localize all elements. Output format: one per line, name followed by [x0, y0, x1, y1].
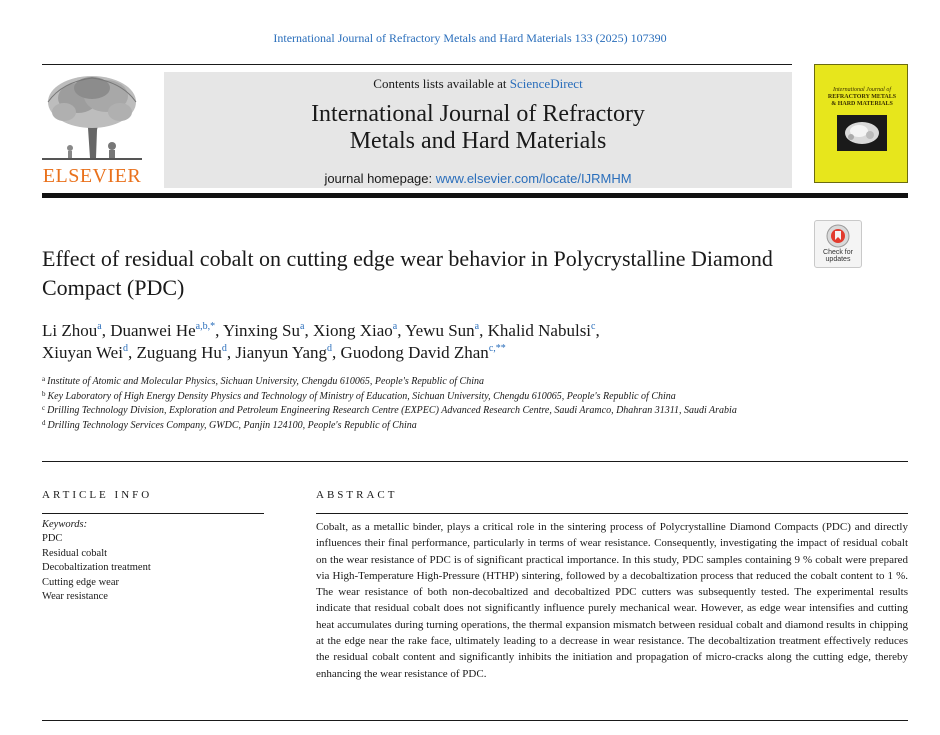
article-info-heading: ARTICLE INFO	[42, 489, 153, 501]
contents-line	[164, 76, 792, 92]
author-affiliation-mark[interactable]: d	[122, 343, 128, 354]
homepage-prefix: journal homepage:	[324, 171, 433, 186]
abstract-body: Cobalt, as a metallic binder, plays a critical role in the sintering process of Polycrystalline Diamond Compacts (PDC) and directly influences their final performance, particularly in terms of wear resistance. Consequently, investigating the impact of residual cobalt on the wear resistance of PDC is of significant practical importance. In this study, PDC samples containing 9 % cobalt were prepared via High-Temperature High-Pressure (HTHP) sintering, followed by a decobaltization process that reduced the cobalt content to 1 %. The wear resistance of both non-decobaltized and decobaltized PDC cutters was subsequently tested. The experimental results indicate that residual cobalt does not significantly influence purely mechanical wear. However, as edge wear intensifies and cutting heat accumulates during turning operations, the thermal expansion mismatch between residual cobalt and diamond results in chipping at the edge near the rake face, ultimately leading to a decrease in wear resistance. The decobaltization treatment effectively reduces the residual cobalt content and significantly inhibits the initiation and propagation of micro-cracks along the cutting edge, thereby enhancing the wear resistance of PDC.	[316, 521, 908, 680]
abstract-heading: ABSTRACT	[316, 489, 398, 501]
header-thick-divider	[42, 193, 908, 198]
journal-title-line1: International Journal of Refractory	[311, 101, 645, 127]
keyword-item: Wear resistance	[42, 591, 108, 603]
author-affiliation-mark[interactable]: d	[327, 343, 333, 354]
check-for-updates-label: Check for updates	[823, 249, 853, 263]
journal-cover-thumbnail-icon[interactable]	[814, 64, 908, 183]
author-affiliation-mark[interactable]: a	[474, 321, 480, 332]
affiliation-text: Drilling Technology Services Company, GWDC, Panjin 124100, People's Republic of China	[47, 419, 417, 431]
section-divider	[42, 461, 908, 462]
check-for-updates-icon[interactable]	[814, 220, 862, 268]
author-name[interactable]: Zuguang Hu	[136, 343, 222, 362]
cover-title	[819, 87, 905, 108]
keywords-block	[42, 518, 264, 604]
author-affiliation-mark[interactable]: a	[392, 321, 398, 332]
author-affiliation-mark[interactable]: d	[221, 343, 227, 354]
keyword-item: Cutting edge wear	[42, 576, 119, 588]
cover-image	[837, 115, 887, 151]
author-name[interactable]: Guodong David Zhan	[340, 343, 489, 362]
journal-citation[interactable]: International Journal of Refractory Metals and Hard Materials 133 (2025) 107390	[273, 31, 667, 45]
author-affiliation-mark[interactable]: c,**	[488, 343, 506, 354]
affiliation-mark: b	[42, 389, 46, 398]
affiliation-text: Drilling Technology Division, Exploration and Petroleum Engineering Research Centre (EXPEC) Advanced Research Centre, Saudi Aramco, Dhahran 31311, Saudi Arabia	[47, 405, 737, 416]
homepage-line	[164, 171, 792, 186]
author-name[interactable]: Xiong Xiao	[312, 321, 393, 340]
header-divider	[42, 64, 792, 65]
article-title: Effect of residual cobalt on cutting edge wear behavior in Polycrystalline Diamond Compact (PDC)	[42, 246, 773, 300]
keyword-item: Decobaltization treatment	[42, 562, 151, 574]
cover-title-line2: REFRACTORY METALS	[827, 94, 897, 100]
affiliation-mark: d	[42, 418, 46, 427]
abstract-divider	[316, 513, 908, 514]
affiliation-item	[42, 375, 802, 390]
author-name[interactable]: Jianyun Yang	[235, 343, 328, 362]
keyword-item: PDC	[42, 533, 63, 545]
affiliation-mark: a	[42, 375, 46, 383]
elsevier-wordmark: ELSEVIER	[42, 165, 142, 187]
author-affiliation-mark[interactable]: a	[97, 321, 102, 332]
affiliation-item	[42, 390, 802, 405]
journal-title	[164, 101, 792, 155]
affiliation-text: Institute of Atomic and Molecular Physics, Sichuan University, Chengdu 610065, People's Republic of China	[47, 376, 484, 387]
author-name[interactable]: Khalid Nabulsi	[487, 321, 592, 340]
journal-header-box	[164, 72, 792, 188]
article-info-divider	[42, 513, 264, 514]
keywords-label: Keywords:	[42, 519, 88, 530]
author-name[interactable]: Xiuyan Wei	[42, 343, 123, 362]
author-name[interactable]: Yinxing Su	[222, 321, 300, 340]
journal-title-line2: Metals and Hard Materials	[349, 128, 607, 154]
affiliation-item	[42, 404, 802, 419]
author-affiliation-mark[interactable]: a,b,*	[195, 321, 216, 332]
author-affiliation-mark[interactable]: c	[591, 321, 596, 332]
affiliation-text: Key Laboratory of High Energy Density Physics and Technology of Ministry of Education, Sichuan University, Chengdu 610065, People's Republic of China	[47, 390, 676, 402]
author-name[interactable]: Li Zhou	[42, 321, 98, 340]
affiliation-mark: c	[42, 404, 46, 412]
journal-homepage-link[interactable]: www.elsevier.com/locate/IJRMHM	[435, 171, 632, 186]
footer-divider	[42, 720, 908, 721]
cover-title-line3: & HARD MATERIALS	[831, 101, 893, 107]
cover-title-line1: International Journal of	[833, 87, 891, 93]
author-name[interactable]: Duanwei He	[110, 321, 196, 340]
contents-prefix: Contents lists available at	[373, 76, 507, 91]
author-list: Li Zhou$^a$, Duanwei $He^{a,b,*}$, Yinxing Su$^a$, Xiong Xiao$^a$, Yewu Sun$^a$, Khalid Nabulsi$^c$, Xiuyan Wei$^d$, Zuguang Hu$^d$, Jianyun Yang$^d$, Guodong David Zhan$^{c,**}$	[42, 321, 600, 362]
author-name[interactable]: Yewu Sun	[405, 321, 475, 340]
sciencedirect-link[interactable]: ScienceDirect	[509, 76, 583, 91]
affiliation-item	[42, 419, 802, 434]
author-affiliation-mark[interactable]: a	[299, 321, 305, 332]
affiliation-list	[42, 375, 802, 433]
keyword-item: Residual cobalt	[42, 547, 108, 559]
